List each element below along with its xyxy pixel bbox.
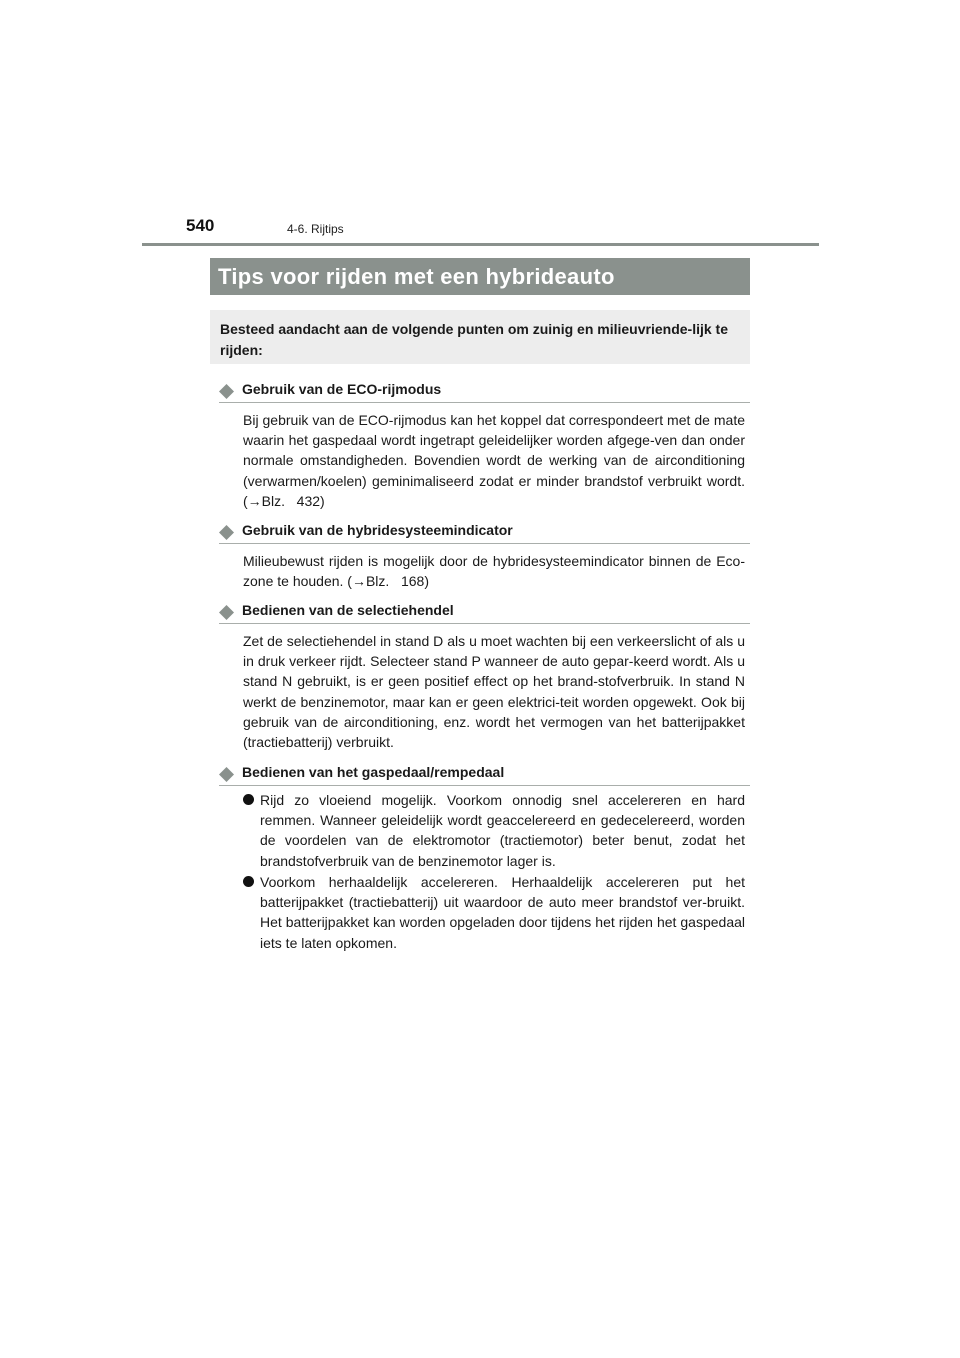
intro-box: Besteed aandacht aan de volgende punten om zuinig en milieuvriende-lijk te rijden: <box>210 310 750 364</box>
section-heading-pedals <box>219 763 750 786</box>
section-paragraph: Zet de selectiehendel in stand D als u moet wachten bij een verkeerslicht of als u in druk verkeer rijdt. Selecteer stand P wanneer de auto gepar-keerd wordt. Als u stand N gebruikt, is er geen positief effect op het brand-stofverbruik. In stand N werkt de benzinemotor, maar kan er geen elektrici-teit worden opgewekt. Ook bij gebruik van de airconditioning, enz. wordt het vermogen van het batterijpakket (tractiebatterij) verbruikt. <box>243 633 745 751</box>
section-heading-eco-mode <box>219 380 750 403</box>
section-paragraph: Milieubewust rijden is mogelijk door de hybridesysteemindicator binnen de Eco-zone te houden. (→Blz. 168) <box>243 553 745 590</box>
section-title: Gebruik van de ECO-rijmodus <box>242 381 442 397</box>
header-rule <box>142 243 819 246</box>
diamond-icon <box>219 767 234 782</box>
page-number: 540 <box>186 216 215 235</box>
page-title: Tips voor rijden met een hybrideauto <box>210 258 750 295</box>
section-title: Bedienen van het gaspedaal/rempedaal <box>242 764 505 780</box>
diamond-icon <box>219 525 234 540</box>
bullet-icon <box>243 876 254 887</box>
section-paragraph: Bij gebruik van de ECO-rijmodus kan het koppel dat correspondeert met de mate waarin het gaspedaal wordt ingetrapt geleidelijker worden afgege-ven dan onder normale omstandigheden. Bovendien wordt de werking van de airconditioning (verwarmen/koelen) geminimaliseerd zodat er minder brandstof verbruikt wordt. (→Blz. 432) <box>243 412 745 509</box>
chapter-label: 4-6. Rijtips <box>287 222 344 236</box>
diamond-icon <box>219 384 234 399</box>
section-heading-hybrid-indicator <box>219 521 750 544</box>
section-title: Bedienen van de selectiehendel <box>242 602 454 618</box>
section-title: Gebruik van de hybridesysteemindicator <box>242 522 513 538</box>
section-heading-selector-lever <box>219 601 750 624</box>
diamond-icon <box>219 605 234 620</box>
list-item-text: Rijd zo vloeiend mogelijk. Voorkom onnodig snel accelereren en hard remmen. Wanneer geleidelijk wordt geaccelereerd en gedecelereerd, worden de voordelen van de elektromotor (tractiemotor) beter benut, zodat het brandstofverbruik van de benzinemotor lager is. <box>260 792 745 869</box>
list-item-text: Voorkom herhaaldelijk accelereren. Herhaaldelijk accelereren put het batterijpakket (tractiebatterij) uit waardoor de auto meer brandstof ver-bruikt. Het batterijpakket kan worden opgeladen door tijdens het rijden het gaspedaal iets te laten opkomen. <box>260 874 745 951</box>
bullet-icon <box>243 794 254 805</box>
